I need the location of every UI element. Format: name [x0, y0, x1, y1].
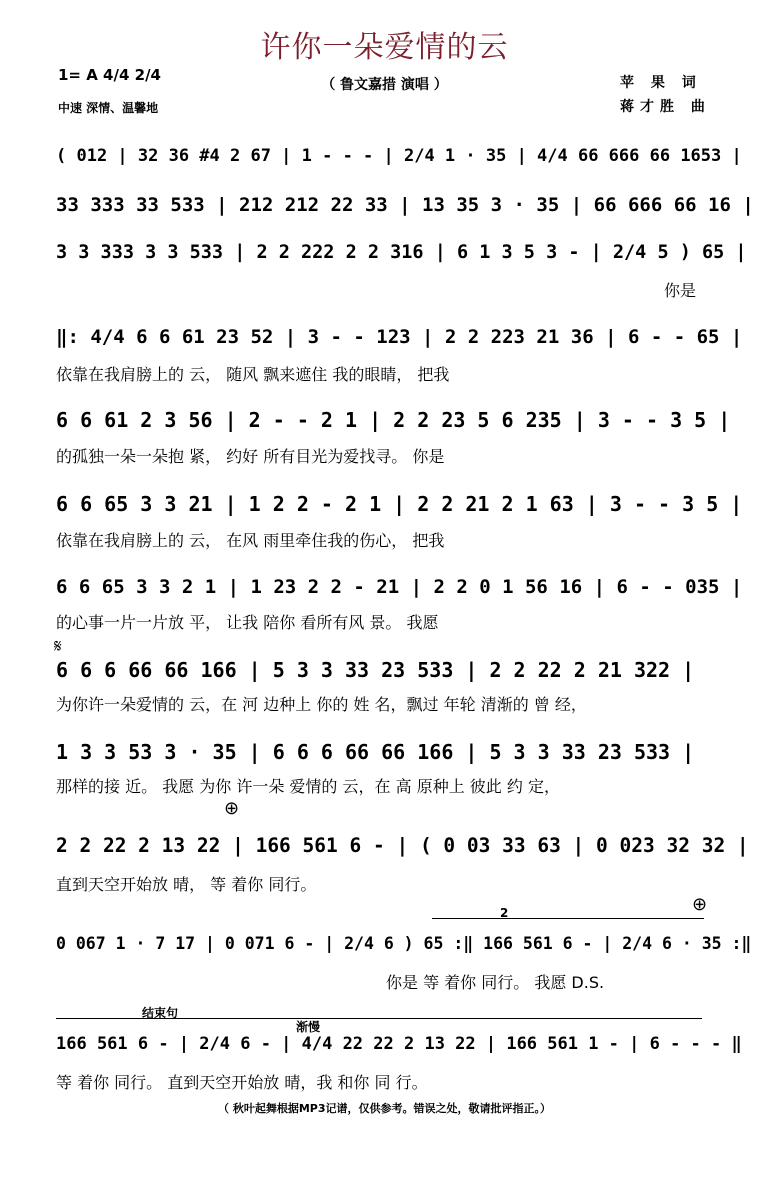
gradually-slower-label: 渐慢 — [296, 1020, 321, 1034]
lyric-line-9: 等 着你 同行。 直到天空开始放 晴，我 和你 同 行。 — [56, 1073, 428, 1092]
notation-row-10: 2 2 22 2 13 22 | 166 561 6 - | ( 0 03 33 63 | 0 023 32 32 | — [56, 834, 749, 857]
tempo-marking: 中速 深情、温馨地 — [58, 101, 159, 115]
coda-mark-1: ⊕ — [224, 798, 240, 819]
notation-row-1: ( 012 | 32 36 #4 2 67 | 1 - - - | 2/4 1 · 35 | 4/4 66 666 66 1653 | — [56, 146, 742, 166]
composer-credit: 蒋才胜 曲 — [620, 99, 711, 115]
notation-row-6: 6 6 65 3 3 21 | 1 2 2 - 2 1 | 2 2 21 2 1 63 | 3 - - 3 5 | — [56, 492, 743, 516]
lyric-line-3: 依靠在我肩膀上的 云， 在风 雨里牵住我的伤心， 把我 — [56, 531, 445, 550]
second-ending-bracket — [432, 918, 704, 919]
second-ending-label: 2 — [500, 906, 509, 920]
singer-credit: （ 鲁文嘉措 演唱 ） — [321, 77, 448, 93]
lyric-line-0: 你是 — [664, 281, 697, 300]
notation-row-11: 0 067 1 · 7 17 | 0 071 6 - | 2/4 6 ) 65 :‖ 166 561 6 - | 2/4 6 · 35 :‖ — [56, 934, 752, 953]
notation-row-8: 6 6 6 66 66 166 | 5 3 3 33 23 533 | 2 2 22 2 21 322 | — [56, 658, 695, 682]
footnote: （ 秋叶起舞根据MP3记谱，仅供参考。错误之处，敬请批评指正。） — [218, 1102, 551, 1115]
ending-phrase-label: 结束句 — [142, 1006, 179, 1020]
notation-row-12: 166 561 6 - | 2/4 6 - | 4/4 22 22 2 13 22 | 166 561 1 - | 6 - - - ‖ — [56, 1034, 742, 1054]
notation-row-4: ‖: 4/4 6 6 61 23 52 | 3 - - 123 | 2 2 223 21 36 | 6 - - 65 | — [56, 326, 743, 348]
notation-row-3: 3 3 333 3 3 533 | 2 2 222 2 2 316 | 6 1 3 5 3 - | 2/4 5 ) 65 | — [56, 242, 747, 263]
page-title: 许你一朵爱情的云 — [260, 30, 509, 65]
key-signature: 1= A 4/4 2/4 — [58, 66, 161, 84]
notation-row-2: 33 333 33 533 | 212 212 22 33 | 13 35 3 · 35 | 66 666 66 16 | — [56, 194, 754, 216]
lyric-line-2: 的孤独一朵一朵抱 紧， 约好 所有目光为爱找寻。 你是 — [56, 447, 445, 466]
lyricist-credit: 苹 果 词 — [620, 75, 702, 91]
lyric-line-1: 依靠在我肩膀上的 云， 随风 飘来遮住 我的眼睛， 把我 — [56, 365, 450, 384]
ending-phrase-bracket — [56, 1018, 702, 1019]
notation-row-5: 6 6 61 2 3 56 | 2 - - 2 1 | 2 2 23 5 6 235 | 3 - - 3 5 | — [56, 408, 731, 432]
lyric-line-6: 那样的接 近。 我愿 为你 许一朵 爱情的 云，在 高 原种上 彼此 约 定， — [56, 777, 560, 796]
segno-mark: 𝄋 — [54, 636, 62, 657]
lyric-line-8: 你是 等 着你 同行。 我愿 D.S. — [386, 973, 605, 992]
coda-mark-2: ⊕ — [692, 894, 708, 915]
notation-row-9: 1 3 3 53 3 · 35 | 6 6 6 66 66 166 | 5 3 3 33 23 533 | — [56, 740, 695, 764]
lyric-line-5: 为你许一朵爱情的 云，在 河 边种上 你的 姓 名，飘过 年轮 清渐的 曾 经， — [56, 695, 587, 714]
lyric-line-7: 直到天空开始放 晴， 等 着你 同行。 — [56, 875, 317, 894]
notation-row-7: 6 6 65 3 3 2 1 | 1 23 2 2 - 21 | 2 2 0 1 56 16 | 6 - - 035 | — [56, 576, 743, 598]
lyric-line-4: 的心事一片一片放 平， 让我 陪你 看所有风 景。 我愿 — [56, 613, 439, 632]
